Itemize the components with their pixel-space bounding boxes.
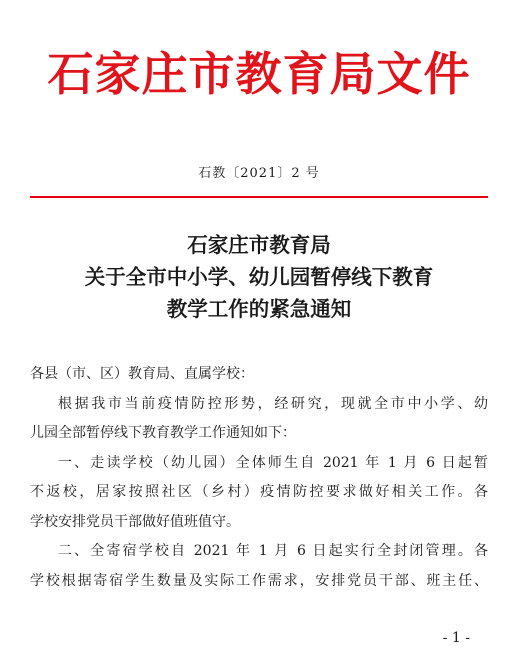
body-line: 二、全寄宿学校自 2021 年 1 月 6 日起实行全封闭管理。各: [58, 543, 488, 559]
notice-title: [0, 229, 518, 325]
body-line: 学校根据寄宿学生数量及实际工作需求，安排党员干部、班主任、: [30, 572, 488, 589]
body-line: 学校安排党员干部做好值班值守。: [30, 513, 240, 530]
body-line: 儿园全部暂停线下教育教学工作通知如下：: [30, 425, 296, 441]
body-line: 不返校，居家按照社区（乡村）疫情防控要求做好相关工作。各: [30, 484, 488, 500]
notice-title-line: 石家庄市教育局: [187, 233, 331, 257]
salutation: 各县（市、区）教育局、直属学校：: [30, 366, 254, 382]
document-number: 石教〔2021〕2 号: [198, 166, 320, 181]
notice-title-line: 教学工作的紧急通知: [166, 297, 352, 321]
notice-body: [30, 360, 488, 596]
notice-title-line: 关于全市中小学、幼儿园暂停线下教育: [84, 265, 434, 289]
body-line: 根据我市当前疫情防控形势，经研究，现就全市中小学、幼: [58, 395, 488, 412]
red-divider-line: [30, 196, 488, 198]
body-line: 一、走读学校（幼儿园）全体师生自 2021 年 1 月 6 日起暂: [58, 454, 488, 471]
page-number: - 1 -: [442, 630, 470, 646]
document-header-title: 石家庄市教育局文件: [47, 47, 471, 101]
